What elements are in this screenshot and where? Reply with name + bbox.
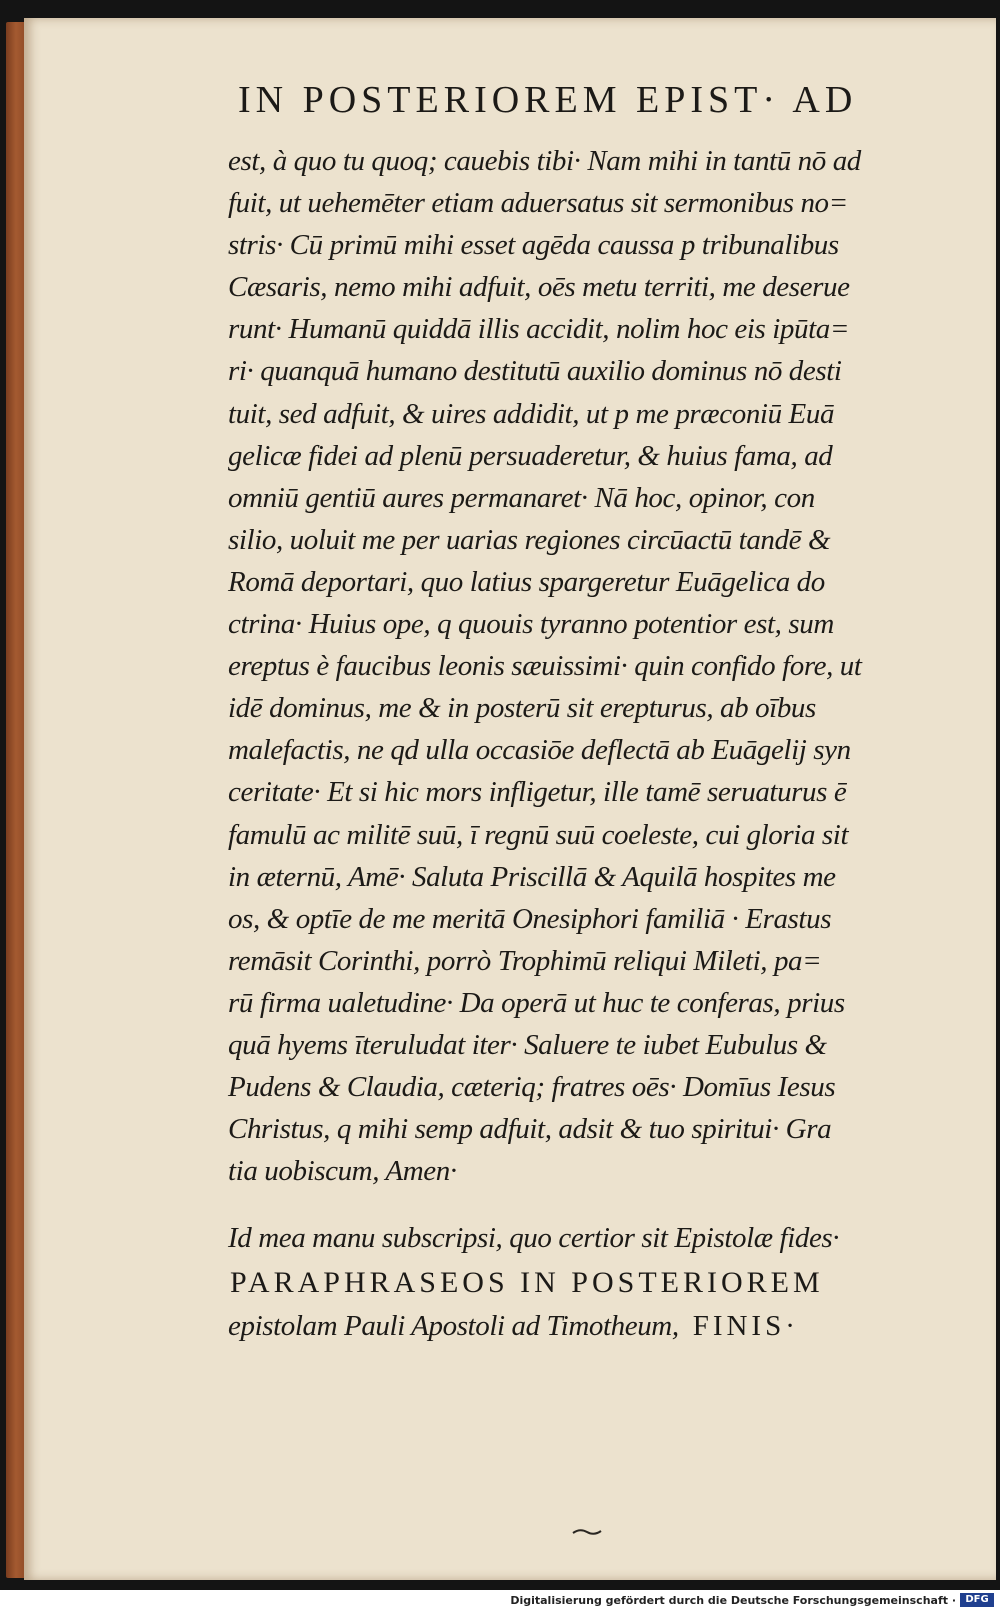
text-line: gelicæ fidei ad plenū persuaderetur, & huius fama, ad	[228, 439, 833, 472]
text-line: rū firma ualetudine· Da operā ut huc te conferas, prius	[228, 986, 845, 1019]
text-line: ceritate· Et si hic mors infligetur, ille tamē seruaturus ē	[228, 776, 847, 809]
text-line: famulū ac militē suū, ī regnū suū coeleste, cui gloria sit	[228, 818, 849, 851]
text-line: idē dominus, me & in posterū sit erepturus, ab oībus	[228, 692, 816, 725]
printers-ornament-icon	[572, 1528, 602, 1536]
colophon-title: PARAPHRASEOS IN POSTERIOREM	[230, 1266, 824, 1299]
text-line: ereptus è faucibus leonis sæuissimi· quin confido fore, ut	[228, 650, 862, 683]
text-line: quā hyems īteruludat iter· Saluere te iubet Eubulus &	[228, 1028, 827, 1061]
text-line: Romā deportari, quo latius spargeretur Euāgelica do	[228, 565, 825, 598]
text-line: os, & optīe de me meritā Onesiphori familiā · Erastus	[228, 902, 832, 935]
colophon-subtitle	[228, 1310, 799, 1343]
dfg-logo: DFG	[960, 1593, 994, 1607]
body-text	[228, 140, 908, 1192]
text-line: tia uobiscum, Amen·	[228, 1155, 457, 1188]
text-line: remāsit Corinthi, porrò Trophimū reliqui Mileti, pa=	[228, 944, 822, 977]
text-line: in æternū, Amē· Saluta Priscillā & Aquilā hospites me	[228, 860, 836, 893]
digitization-credit: Digitalisierung gefördert durch die Deutsche Forschungsgemeinschaft ·	[510, 1594, 956, 1607]
subscription-line: Id mea manu subscripsi, quo certior sit Epistolæ fides·	[228, 1222, 840, 1254]
text-line: ctrina· Huius ope, q quouis tyranno potentior est, sum	[228, 608, 834, 641]
running-title: IN POSTERIOREM EPIST· AD	[238, 79, 858, 121]
text-line: runt· Humanū quiddā illis accidit, nolim hoc eis ipūta=	[228, 313, 850, 346]
text-line: est, à quo tu quoq; cauebis tibi· Nam mihi in tantū nō ad	[228, 145, 861, 177]
text-line: Christus, q mihi semp adfuit, adsit & tuo spiritui· Gra	[228, 1113, 832, 1146]
text-line: malefactis, ne qd ulla occasiōe deflectā ab Euāgelij syn	[228, 734, 851, 767]
text-line: silio, uoluit me per uarias regiones circūactū tandē &	[228, 523, 831, 556]
text-line: omniū gentiū aures permanaret· Nā hoc, opinor, con	[228, 481, 815, 514]
text-line: fuit, ut uehemēter etiam aduersatus sit sermonibus no=	[228, 187, 848, 220]
text-line: Cæsaris, nemo mihi adfuit, oēs metu territi, me deserue	[228, 271, 850, 304]
text-line: stris· Cū primū mihi esset agēda caussa p tribunalibus	[228, 229, 839, 262]
colophon-subtitle-text: epistolam Pauli Apostoli ad Timotheum,	[228, 1310, 679, 1342]
text-line: ri· quanquā humano destitutū auxilio dominus nō desti	[228, 355, 842, 388]
text-line: Pudens & Claudia, cæteriq; fratres oēs· Domīus Iesus	[228, 1071, 836, 1104]
text-line: tuit, sed adfuit, & uires addidit, ut p me præconiū Euā	[228, 397, 835, 430]
finis-label: FINIS·	[692, 1310, 799, 1342]
